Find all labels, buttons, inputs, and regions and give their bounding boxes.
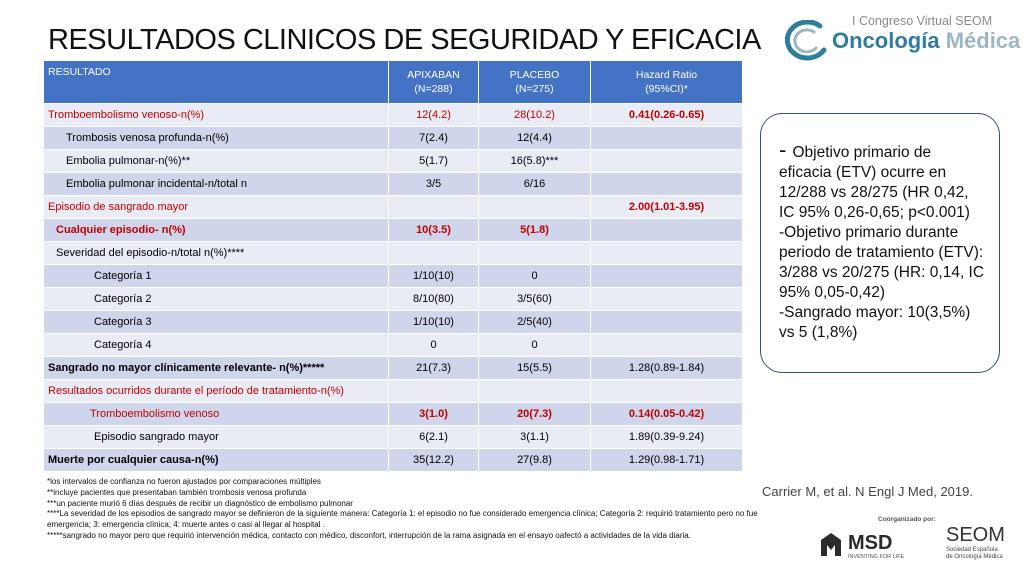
msd-name: MSD	[848, 532, 893, 554]
table-row	[44, 196, 743, 219]
hr-value	[591, 265, 743, 288]
table-row	[44, 242, 743, 265]
placebo-value: 28(10.2)	[479, 104, 591, 127]
apixaban-value: 3(1.0)	[389, 403, 479, 426]
table-row	[44, 311, 743, 334]
row-label: Categoría 1	[44, 265, 389, 288]
row-label: Trombosis venosa profunda-n(%)	[44, 127, 389, 150]
hr-value	[591, 242, 743, 265]
page-title: RESULTADOS CLINICOS DE SEGURIDAD Y EFICACIA	[48, 24, 761, 56]
seom-logo	[946, 524, 1005, 561]
row-label: Muerte por cualquier causa-n(%)	[44, 449, 389, 472]
row-label: Episodio sangrado mayor	[44, 426, 389, 449]
apixaban-value: 10(3.5)	[389, 219, 479, 242]
table-row	[44, 426, 743, 449]
oncologia-logo-icon	[780, 20, 830, 62]
table-row	[44, 219, 743, 242]
congress-name: I Congreso Virtual SEOM	[852, 14, 993, 28]
placebo-value: 5(1.8)	[479, 219, 591, 242]
summary-callout	[760, 113, 1000, 373]
apixaban-value	[389, 242, 479, 265]
apixaban-value: 0	[389, 334, 479, 357]
placebo-value: 20(7.3)	[479, 403, 591, 426]
table-row	[44, 265, 743, 288]
header-apixaban: APIXABAN (N=288)	[389, 61, 479, 104]
callout-dash: -	[779, 137, 793, 162]
footnote: **incluye pacientes que presentaban también trombosis venosa profunda	[47, 487, 307, 497]
hr-value: 0.14(0.05-0.42)	[591, 403, 743, 426]
placebo-value: 16(5.8)***	[479, 150, 591, 173]
row-label: Categoría 2	[44, 288, 389, 311]
apixaban-value: 7(2.4)	[389, 127, 479, 150]
apixaban-value: 3/5	[389, 173, 479, 196]
row-label: Tromboembolismo venoso	[44, 403, 389, 426]
header-placebo: PLACEBO (N=275)	[479, 61, 591, 104]
coorganized-label: Coorganizado por:	[878, 516, 936, 523]
callout-line: -Sangrado mayor: 10(3,5%) vs 5 (1,8%)	[779, 304, 971, 341]
apixaban-value: 8/10(80)	[389, 288, 479, 311]
hr-value: 2.00(1.01-3.95)	[591, 196, 743, 219]
footnotes	[47, 477, 757, 542]
footnote: *****sangrado no mayor pero que requirió intervención médica, contacto con médico, disconfort, interrupción de la rama asignada en el ensayo oafectó a actividades de la vida diaria.	[47, 530, 691, 540]
row-label: Categoría 3	[44, 311, 389, 334]
apixaban-value: 5(1.7)	[389, 150, 479, 173]
row-label: Embolia pulmonar incidental-n/total n	[44, 173, 389, 196]
citation: Carrier M, et al. N Engl J Med, 2019.	[762, 484, 973, 499]
seom-subtitle-1: Sociedad Española	[946, 547, 998, 553]
hr-value	[591, 288, 743, 311]
row-label: Sangrado no mayor clínicamente relevante- n(%)*****	[44, 357, 389, 380]
footnote: *los intervalos de confianza no fueron ajustados por comparaciones múltiples	[47, 477, 321, 486]
apixaban-value: 1/10(10)	[389, 311, 479, 334]
apixaban-value	[389, 380, 479, 403]
callout-line: - Objetivo primario de eficacia (ETV) ocurre en 12/288 vs 28/275 (HR 0,42, IC 95% 0,26-0,65; p<0.001)	[779, 137, 970, 221]
table-header-row	[44, 61, 743, 104]
seom-name: SEOM	[946, 524, 1005, 546]
brand-name	[832, 28, 1020, 54]
hr-value: 1.29(0.98-1.71)	[591, 449, 743, 472]
footnote: ****La severidad de los episodios de sangrado mayor se definieron de la siguiente manera: Categoría 1: el episodio no fue considerado emergencia clínica; Categoría 2: requirió tratamiento pero no fue	[47, 509, 758, 519]
table-row	[44, 173, 743, 196]
placebo-value: 27(9.8)	[479, 449, 591, 472]
apixaban-value: 35(12.2)	[389, 449, 479, 472]
hr-value	[591, 150, 743, 173]
hr-value	[591, 127, 743, 150]
brand-part2: Médica	[945, 28, 1021, 53]
row-label: Resultados ocurridos durante el período de tratamiento-n(%)	[44, 380, 389, 403]
header-result: RESULTADO	[44, 61, 389, 104]
row-label: Episodio de sangrado mayor	[44, 196, 389, 219]
hr-value	[591, 173, 743, 196]
table-row	[44, 357, 743, 380]
row-label: Embolia pulmonar-n(%)**	[44, 150, 389, 173]
row-label: Tromboembolismo venoso-n(%)	[44, 104, 389, 127]
placebo-value: 15(5.5)	[479, 357, 591, 380]
table-row	[44, 449, 743, 472]
congress-logo	[780, 8, 1021, 70]
apixaban-value: 6(2.1)	[389, 426, 479, 449]
table-row	[44, 380, 743, 403]
results-table	[43, 60, 743, 472]
table-row	[44, 288, 743, 311]
msd-emblem-icon	[818, 530, 844, 558]
footnote: ***un paciente murió 6 días después de recibir un diagnóstico de embolismo pulmonar	[47, 498, 353, 508]
placebo-value: 3/5(60)	[479, 288, 591, 311]
apixaban-value: 1/10(10)	[389, 265, 479, 288]
table-row	[44, 334, 743, 357]
apixaban-value: 12(4.2)	[389, 104, 479, 127]
hr-value	[591, 311, 743, 334]
placebo-value: 6/16	[479, 173, 591, 196]
placebo-value: 0	[479, 334, 591, 357]
placebo-value	[479, 196, 591, 219]
msd-tagline: INVENTING FOR LIFE	[848, 554, 905, 560]
hr-value	[591, 380, 743, 403]
footnote: emergencia; 3: emergencia clínica; 4: muerte antes o casi al llegar al hospital .	[47, 520, 325, 530]
apixaban-value	[389, 196, 479, 219]
placebo-value: 3(1.1)	[479, 426, 591, 449]
hr-value: 1.89(0.39-9.24)	[591, 426, 743, 449]
placebo-value	[479, 380, 591, 403]
placebo-value: 12(4.4)	[479, 127, 591, 150]
row-label: Categoría 4	[44, 334, 389, 357]
seom-subtitle-2: de Oncología Médica	[946, 554, 1003, 560]
row-label: Severidad del episodio-n/total n(%)****	[44, 242, 389, 265]
hr-value: 0.41(0.26-0.65)	[591, 104, 743, 127]
placebo-value: 0	[479, 265, 591, 288]
hr-value	[591, 334, 743, 357]
table-row	[44, 403, 743, 426]
row-label: Cualquier episodio- n(%)	[44, 219, 389, 242]
table-row	[44, 104, 743, 127]
table-row	[44, 150, 743, 173]
placebo-value	[479, 242, 591, 265]
hr-value	[591, 219, 743, 242]
hr-value: 1.28(0.89-1.84)	[591, 357, 743, 380]
header-hazard-ratio: Hazard Ratio (95%CI)*	[591, 61, 743, 104]
placebo-value: 2/5(40)	[479, 311, 591, 334]
apixaban-value: 21(7.3)	[389, 357, 479, 380]
msd-logo	[818, 530, 905, 563]
callout-line: -Objetivo primario durante periodo de tratamiento (ETV): 3/288 vs 20/275 (HR: 0,14, IC 95% 0,05-0,42)	[779, 224, 985, 301]
table-row	[44, 127, 743, 150]
brand-part1: Oncología	[832, 28, 940, 53]
